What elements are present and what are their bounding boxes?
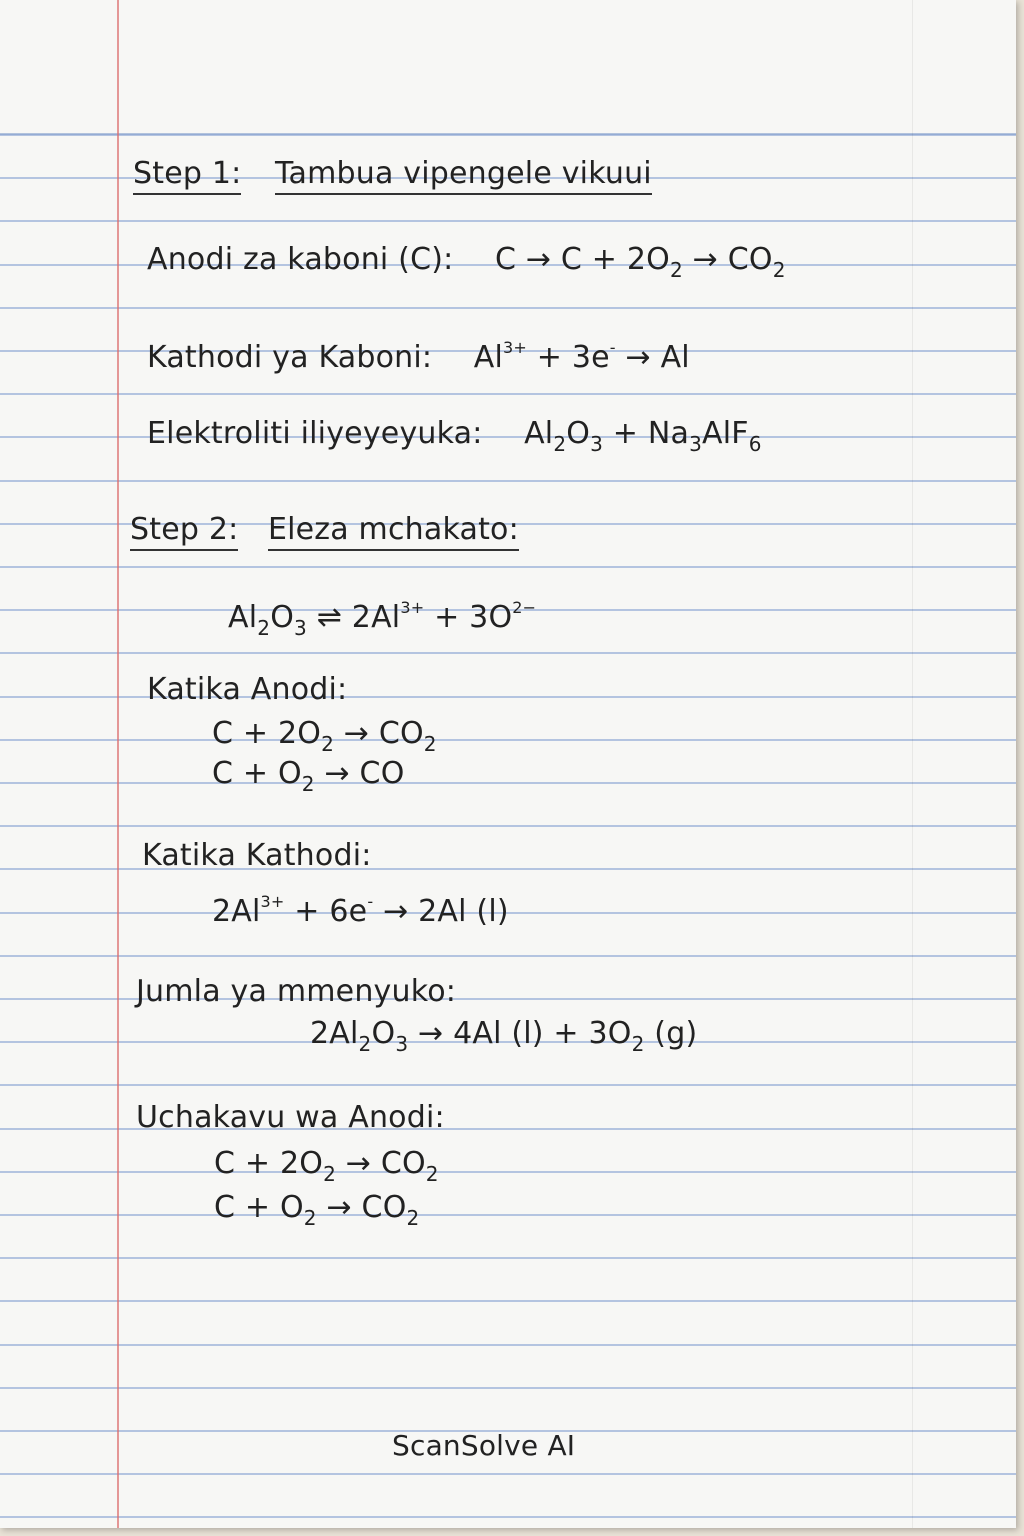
ruled-line	[0, 307, 1016, 309]
overall-label: Jumla ya mmenyuko:	[136, 974, 457, 1009]
cathode-section-label: Katika Kathodi:	[142, 838, 372, 873]
page-edge-line	[912, 0, 913, 1528]
ruled-line	[0, 134, 1016, 136]
overall-eq-a: 2Al	[310, 1016, 359, 1051]
ruled-line	[0, 566, 1016, 568]
ruled-line	[0, 782, 1016, 784]
ruled-line	[0, 1300, 1016, 1302]
ruled-line	[0, 955, 1016, 957]
overall-eq-c: → 4Al (l) + 3O	[418, 1016, 632, 1051]
anode-section-eq2-b: → CO	[324, 756, 405, 791]
cathode-line	[147, 330, 690, 376]
overall-eq-sub3: 2	[631, 1032, 645, 1056]
anode-eq-a: C → C + 2O	[494, 242, 670, 277]
ruled-line	[0, 1214, 1016, 1216]
electrolyte-eq-b: O	[566, 416, 591, 451]
cathode-eq-a: Al	[473, 340, 503, 375]
electrolyte-eq-sub1: 2	[553, 432, 567, 456]
anode-wear-eq2-sub2: 2	[406, 1206, 420, 1230]
anode-section-eq1-b: → CO	[343, 716, 424, 751]
anode-section-eq2-sub: 2	[301, 772, 315, 796]
dissociation-eq-b: O	[270, 600, 295, 635]
cathode-eq-b: + 3e	[536, 340, 610, 375]
electrolyte-eq-d: AlF	[702, 416, 749, 451]
cathode-section-eq-sup1: 3+	[260, 892, 285, 911]
ruled-line	[0, 1516, 1016, 1518]
ruled-line	[0, 1171, 1016, 1173]
ruled-line	[0, 220, 1016, 222]
anode-eq-b: → CO	[692, 242, 773, 277]
step1-label: Step 1:	[133, 156, 241, 195]
step1-title: Tambua vipengele vikuui	[275, 156, 652, 195]
ruled-line	[0, 1344, 1016, 1346]
step2-label: Step 2:	[130, 512, 238, 551]
anode-section-eq1-sub2: 2	[423, 732, 437, 756]
cathode-section-eq-sup2: -	[367, 892, 374, 911]
electrolyte-line	[147, 416, 762, 462]
anode-eq-sub2: 2	[772, 258, 786, 282]
overall-eq-d: (g)	[654, 1016, 698, 1051]
anode-section-eq2	[212, 756, 405, 802]
electrolyte-eq-sub3: 3	[689, 432, 703, 456]
anode-wear-eq2-sub: 2	[303, 1206, 317, 1230]
electrolyte-eq-sub2: 3	[590, 432, 604, 456]
anode-wear-label: Uchakavu wa Anodi:	[136, 1100, 445, 1135]
dissociation-eq-sup1: 3+	[400, 598, 425, 617]
anode-wear-eq2	[214, 1190, 419, 1236]
ruled-line	[0, 480, 1016, 482]
anode-wear-eq1	[214, 1146, 439, 1192]
anode-label: Anodi za kaboni (C):	[147, 242, 454, 277]
anode-line	[147, 242, 786, 288]
footer-brand: ScanSolve AI	[392, 1429, 576, 1462]
electrolyte-eq-sub4: 6	[748, 432, 762, 456]
anode-wear-eq1-sub2: 2	[425, 1162, 439, 1186]
anode-wear-eq1-sub: 2	[323, 1162, 336, 1186]
anode-wear-eq2-b: → CO	[326, 1190, 407, 1225]
cathode-section-eq	[212, 884, 509, 930]
ruled-line	[0, 739, 1016, 741]
ruled-line	[0, 1473, 1016, 1475]
ruled-line	[0, 1257, 1016, 1259]
anode-section-eq2-a: C + O	[212, 756, 302, 791]
margin-line	[117, 0, 119, 1528]
overall-eq	[310, 1016, 697, 1062]
dissociation-eq-c: ⇌ 2Al	[316, 600, 401, 635]
cathode-label: Kathodi ya Kaboni:	[147, 340, 433, 375]
ruled-line	[0, 393, 1016, 395]
anode-section-eq1-sub: 2	[321, 732, 334, 756]
dissociation-eq-sub1: 2	[257, 616, 271, 640]
cathode-section-eq-b: + 6e	[294, 894, 368, 929]
anode-section-label: Katika Anodi:	[147, 672, 348, 707]
ruled-line	[0, 652, 1016, 654]
dissociation-eq	[228, 590, 536, 646]
cathode-eq-sup1: 3+	[503, 338, 527, 357]
electrolyte-eq-a: Al	[524, 416, 554, 451]
anode-wear-eq2-a: C + O	[214, 1190, 304, 1225]
anode-section-eq1-a: C + 2O	[212, 716, 322, 751]
step2-heading	[130, 512, 519, 548]
dissociation-eq-d: + 3O	[434, 600, 513, 635]
dissociation-eq-a: Al	[228, 600, 258, 635]
anode-wear-eq1-a: C + 2O	[214, 1146, 324, 1181]
cathode-section-eq-a: 2Al	[212, 894, 261, 929]
step1-heading	[133, 156, 652, 192]
overall-eq-b: O	[371, 1016, 396, 1051]
step2-title: Eleza mchakato:	[268, 512, 519, 551]
dissociation-eq-sup2: 2−	[512, 598, 537, 617]
anode-wear-eq1-b: → CO	[345, 1146, 426, 1181]
ruled-line	[0, 1084, 1016, 1086]
electrolyte-label: Elektroliti iliyeyeyuka:	[147, 416, 483, 451]
cathode-eq-sup2: -	[609, 338, 616, 357]
dissociation-eq-sub2: 3	[294, 616, 307, 640]
cathode-eq-c: → Al	[625, 340, 690, 375]
anode-eq-sub1: 2	[669, 258, 683, 282]
ruled-line	[0, 825, 1016, 827]
electrolyte-eq-c: + Na	[612, 416, 690, 451]
cathode-section-eq-c: → 2Al (l)	[383, 894, 509, 929]
ruled-line	[0, 1387, 1016, 1389]
overall-eq-sub1: 2	[358, 1032, 372, 1056]
overall-eq-sub2: 3	[395, 1032, 409, 1056]
